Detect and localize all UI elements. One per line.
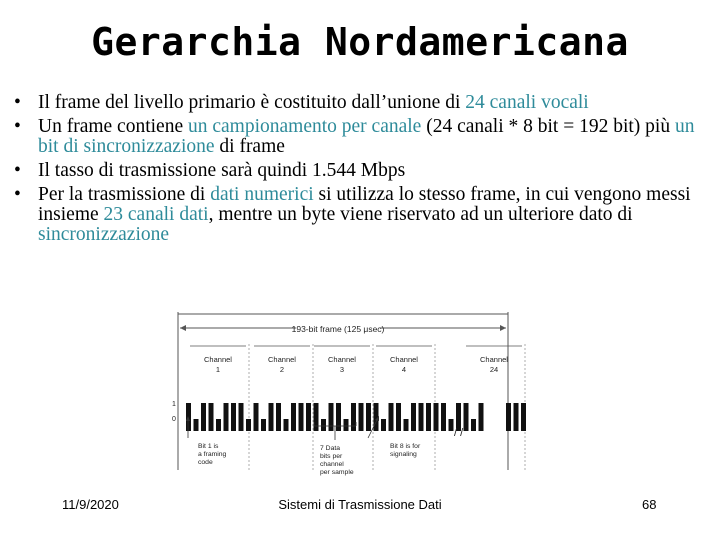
annotation-line: Bit 8 is for	[390, 443, 421, 450]
bit-pulse	[276, 403, 281, 431]
channel-header	[254, 344, 313, 470]
bit-pulse	[284, 419, 289, 431]
highlighted-text: un bit di sincronizzazione	[38, 116, 695, 157]
ellipsis-mark: / /	[454, 427, 464, 439]
channel-number: 1	[215, 365, 221, 374]
bullet-item	[14, 93, 714, 113]
bit-pulse	[299, 403, 304, 431]
bullet-text: Il tasso di trasmissione sarà quindi 1.544 Mbps	[38, 160, 406, 181]
bit8-note	[390, 443, 421, 458]
footer-date: 11/9/2020	[62, 497, 119, 512]
bullet-dot: •	[14, 116, 21, 137]
bullet-dot: •	[14, 184, 21, 205]
highlighted-text: 24 canali vocali	[465, 92, 589, 113]
bit-pulse	[419, 403, 424, 431]
level-0-label: 0	[172, 416, 176, 423]
bit-pulse	[291, 403, 296, 431]
channel-number: 2	[279, 365, 285, 374]
bit-pulse	[186, 403, 191, 431]
bit-pulse	[479, 403, 484, 431]
bullet-item	[14, 117, 714, 157]
bit-pulse	[321, 419, 326, 431]
bit-pulse	[231, 403, 236, 431]
bit-pulse	[434, 403, 439, 431]
slide-title: Gerarchia Nordamericana	[91, 20, 629, 64]
highlighted-text: sincronizzazione	[38, 224, 170, 245]
annotation-line: a framing	[198, 451, 227, 458]
bit-pulse	[246, 419, 251, 431]
bullet-text: (24 canali * 8 bit = 192 bit) più	[421, 116, 675, 137]
bit-pulse	[366, 403, 371, 431]
bit-pulse	[269, 403, 274, 431]
channel-name: Channel	[268, 355, 296, 364]
bullet-text: Il frame del livello primario è costituito dall’unione di	[38, 92, 466, 113]
highlighted-text: 23 canali dati	[103, 204, 209, 225]
annotation-line: code	[198, 459, 213, 466]
bit-pulse	[194, 419, 199, 431]
annotation-line: bits per	[320, 453, 343, 460]
bit-pulse	[449, 419, 454, 431]
highlighted-text: un campionamento per canale	[187, 116, 422, 137]
bit-pulse	[201, 403, 206, 431]
channel-name: Channel	[204, 355, 232, 364]
bullet-text: Per la trasmissione di	[38, 184, 211, 205]
bit-pulse	[506, 403, 511, 431]
bit-pulse	[411, 403, 416, 431]
t1-frame-diagram	[168, 310, 543, 490]
bit-pulse	[254, 403, 259, 431]
bit-pulse	[389, 403, 394, 431]
bit-pulse	[521, 403, 526, 431]
arrowhead-left	[180, 325, 186, 331]
bullet-text: , mentre un byte viene riservato ad un ulteriore dato di	[208, 204, 633, 225]
bullet-item	[14, 161, 714, 181]
bit-pulse	[441, 403, 446, 431]
bullet-text: Un frame contiene	[38, 116, 188, 137]
bullet-dot: •	[14, 160, 21, 181]
channel-number: 3	[339, 365, 345, 374]
bit-pulse	[426, 403, 431, 431]
highlighted-text: dati numerici	[210, 184, 314, 205]
bit-pulse	[336, 403, 341, 431]
bullet-dot: •	[14, 92, 21, 113]
annotation-line: per sample	[320, 469, 354, 476]
bullet-text: di frame	[214, 136, 285, 157]
annotation-line: 7 Data	[320, 445, 341, 452]
footer-course-title: Sistemi di Trasmissione Dati	[278, 497, 442, 512]
bullet-item	[14, 185, 714, 245]
channel-name: Channel	[390, 355, 418, 364]
bit-pulse	[329, 403, 334, 431]
bit-pulse	[239, 403, 244, 431]
bit-pulse	[344, 419, 349, 431]
bit-pulse	[306, 403, 311, 431]
channel-name: Channel	[328, 355, 356, 364]
bit-pulse	[359, 403, 364, 431]
bit-pulse	[471, 419, 476, 431]
bullet-list	[14, 93, 714, 249]
bit-pulse	[464, 403, 469, 431]
bit-pulse	[351, 403, 356, 431]
frame-length-label: 193-bit frame (125 μsec)	[291, 324, 385, 334]
bit-pulse	[381, 419, 386, 431]
annotation-line: signaling	[390, 451, 417, 458]
channel-number: 4	[401, 365, 407, 374]
bit-pulse	[404, 419, 409, 431]
bit-pulse	[514, 403, 519, 431]
arrowhead-right	[500, 325, 506, 331]
bit-pulse	[261, 419, 266, 431]
data-bits-note	[320, 445, 354, 476]
footer-page-number: 68	[642, 497, 657, 512]
level-1-label: 1	[172, 401, 176, 408]
channel-number: 24	[489, 365, 499, 374]
annotation-line: Bit 1 is	[198, 443, 219, 450]
bit-pulse	[374, 403, 379, 431]
bit-pulse	[396, 403, 401, 431]
bit-pulse	[209, 403, 214, 431]
bullet-text: si utilizza lo stesso frame, in cui vengono messi insieme	[38, 184, 691, 225]
bit-pulse	[314, 403, 319, 431]
bit1-note	[198, 443, 227, 466]
channel-name: Channel	[480, 355, 508, 364]
bit-pulse	[216, 419, 221, 431]
bit-pulse	[224, 403, 229, 431]
bit-pulses	[186, 403, 526, 431]
annotation-line: channel	[320, 461, 344, 468]
